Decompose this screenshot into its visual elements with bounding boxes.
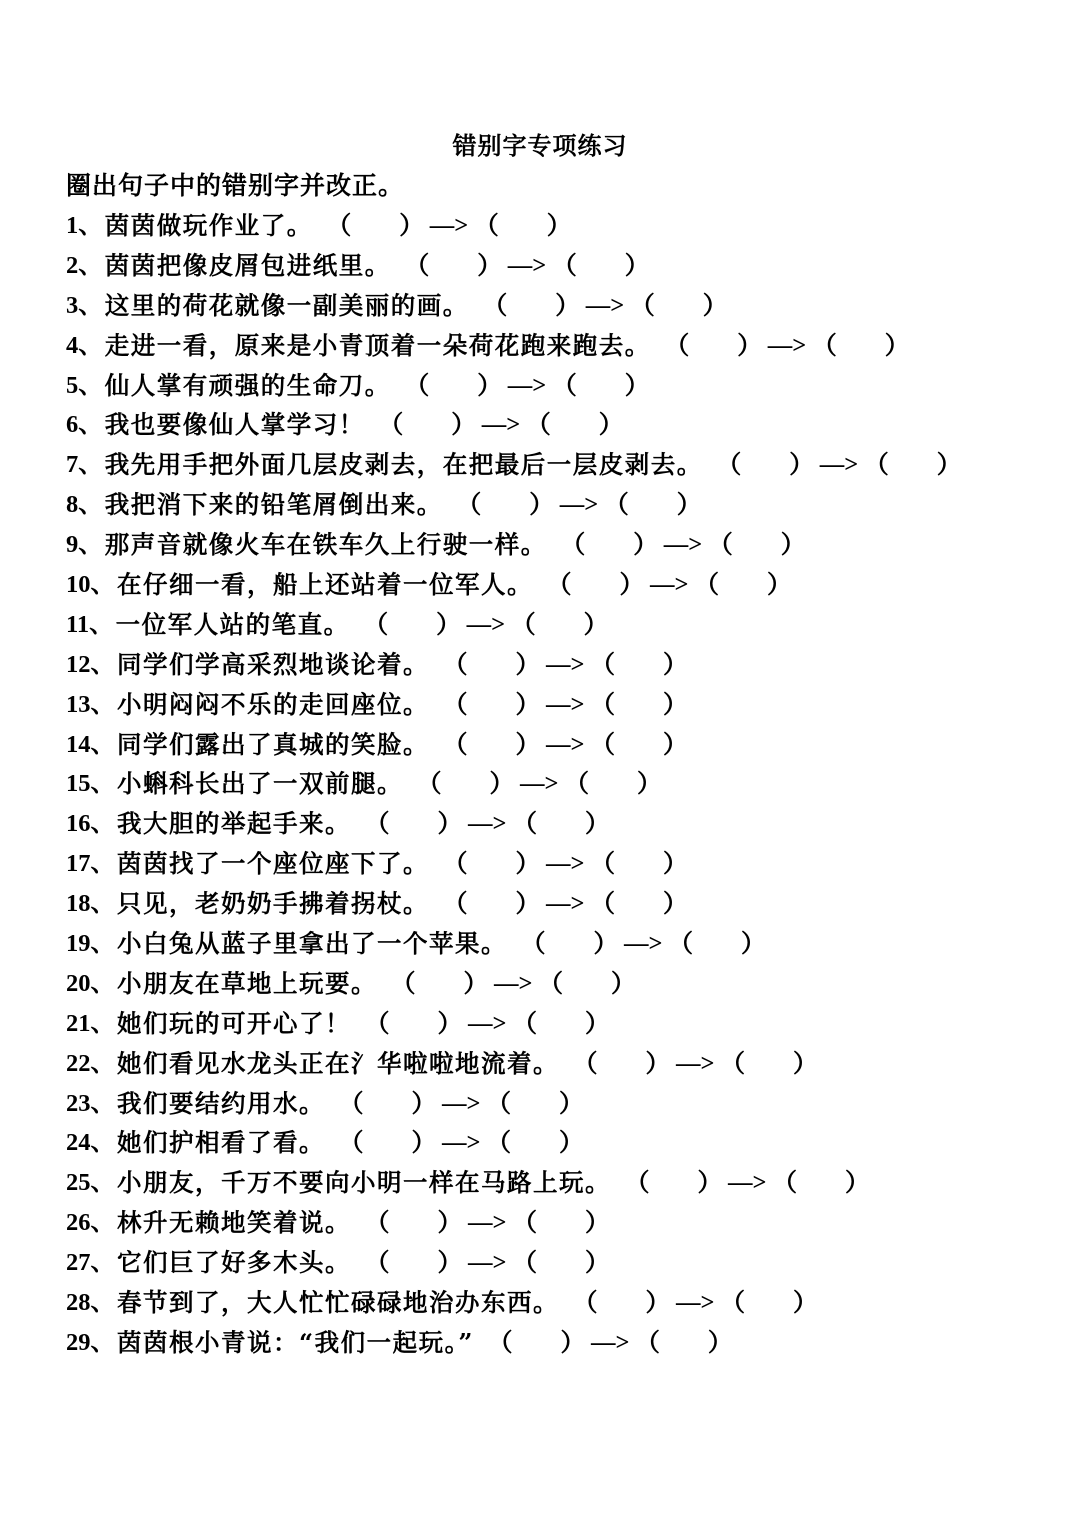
close-paren: ） (633, 530, 658, 560)
answer-blank[interactable] (443, 728, 687, 762)
close-paren: ） (636, 769, 662, 799)
exercise-item (66, 1084, 961, 1124)
item-number: 21、 (66, 1009, 115, 1037)
close-paren: ） (662, 889, 688, 919)
close-paren: ） (437, 1008, 462, 1038)
exercise-item (66, 645, 961, 685)
open-paren: （ (456, 490, 482, 520)
item-sentence: 这里的荷花就像一副美丽的画。 (104, 290, 469, 320)
item-sentence: 同学们露出了真城的笑脸。 (117, 729, 429, 759)
item-number: 17、 (66, 850, 115, 878)
page-title: 错别字专项练习 (452, 131, 628, 160)
item-number: 29、 (66, 1328, 115, 1356)
instruction: 圈出句子中的错别字并改正。 (66, 171, 405, 200)
open-paren: （ (573, 1287, 598, 1317)
open-paren: （ (716, 450, 742, 480)
item-number: 13、 (66, 690, 115, 718)
exercise-item (66, 605, 961, 645)
exercise-item (66, 685, 961, 725)
item-number: 23、 (66, 1089, 115, 1117)
open-paren: （ (512, 1208, 537, 1238)
open-paren: （ (538, 968, 563, 998)
close-paren: ） (515, 689, 540, 719)
item-sentence: 小蝌科长出了一双前腿。 (117, 769, 403, 799)
exercise-item (66, 366, 961, 406)
arrow-icon: —> (546, 730, 585, 758)
close-paren: ） (399, 210, 424, 240)
close-paren: ） (624, 250, 650, 280)
answer-blank[interactable] (379, 408, 623, 442)
answer-blank[interactable] (573, 1286, 817, 1320)
answer-blank[interactable] (625, 1166, 869, 1200)
open-paren: （ (511, 609, 536, 639)
answer-blank[interactable] (339, 1126, 583, 1160)
arrow-icon: —> (676, 1288, 715, 1316)
close-paren: ） (792, 1048, 818, 1078)
item-sentence: 茵茵做玩作业了。 (104, 210, 313, 240)
arrow-icon: —> (468, 1009, 507, 1037)
close-paren: ） (645, 1287, 670, 1317)
arrow-icon: —> (442, 1089, 481, 1117)
close-paren: ） (584, 1008, 610, 1038)
close-paren: ） (792, 1287, 818, 1317)
open-paren: （ (590, 849, 615, 879)
open-paren: （ (664, 330, 690, 360)
open-paren: （ (720, 1048, 745, 1078)
item-sentence: 我们要结约用水。 (117, 1088, 325, 1118)
item-sentence: 林升无赖地笑着说。 (117, 1208, 351, 1238)
arrow-icon: —> (468, 1209, 507, 1237)
open-paren: （ (564, 769, 589, 799)
arrow-icon: —> (728, 1169, 767, 1197)
item-number: 16、 (66, 810, 115, 838)
answer-blank[interactable] (443, 847, 687, 881)
close-paren: ） (593, 928, 618, 958)
open-paren: （ (708, 530, 733, 560)
arrow-icon: —> (767, 331, 807, 359)
close-paren: ） (676, 490, 702, 520)
open-paren: （ (363, 609, 389, 639)
item-sentence: 小白兔从蓝子里拿出了一个苹果。 (117, 928, 507, 958)
open-paren: （ (443, 649, 468, 679)
item-number: 19、 (66, 929, 115, 957)
exercise-item (66, 286, 961, 326)
item-number: 11、 (66, 610, 114, 638)
open-paren: （ (482, 290, 508, 320)
item-number: 2、 (66, 251, 103, 279)
exercise-item (66, 725, 961, 765)
close-paren: ） (437, 809, 462, 839)
item-number: 15、 (66, 770, 115, 798)
open-paren: （ (512, 809, 537, 839)
answer-blank[interactable] (327, 209, 571, 243)
open-paren: （ (326, 210, 352, 240)
answer-blank[interactable] (417, 767, 661, 801)
open-paren: （ (668, 928, 693, 958)
arrow-icon: —> (481, 411, 521, 439)
item-sentence: 小朋友在草地上玩要。 (117, 968, 377, 998)
arrow-icon: —> (520, 770, 559, 798)
item-sentence: 那声音就像火车在铁车久上行驶一样。 (104, 530, 547, 560)
close-paren: ） (737, 330, 762, 360)
answer-blank[interactable] (573, 1047, 817, 1081)
close-paren: ） (662, 729, 688, 759)
answer-blank[interactable] (391, 967, 635, 1001)
close-paren: ） (463, 968, 488, 998)
arrow-icon: —> (624, 929, 663, 957)
item-number: 24、 (66, 1129, 115, 1157)
open-paren: （ (864, 450, 889, 480)
answer-blank[interactable] (365, 807, 609, 841)
arrow-icon: —> (466, 610, 506, 638)
open-paren: （ (812, 330, 837, 360)
close-paren: ） (662, 689, 688, 719)
open-paren: （ (487, 1327, 513, 1357)
close-paren: ） (558, 1088, 584, 1118)
exercise-item (66, 924, 961, 964)
close-paren: ） (740, 928, 766, 958)
open-paren: （ (365, 1248, 390, 1278)
open-paren: （ (604, 490, 629, 520)
answer-blank[interactable] (443, 688, 687, 722)
arrow-icon: —> (494, 969, 533, 997)
arrow-icon: —> (676, 1049, 715, 1077)
open-paren: （ (443, 889, 468, 919)
open-paren: （ (512, 1248, 537, 1278)
exercise-item (66, 804, 961, 844)
open-paren: （ (512, 1008, 537, 1038)
open-paren: （ (590, 889, 615, 919)
arrow-icon: —> (546, 690, 585, 718)
close-paren: ） (619, 569, 644, 599)
item-number: 9、 (66, 531, 103, 559)
exercise-item (66, 1163, 961, 1203)
close-paren: ） (489, 769, 514, 799)
open-paren: （ (573, 1048, 598, 1078)
answer-blank[interactable] (457, 488, 701, 522)
item-number: 28、 (66, 1288, 115, 1316)
exercise-item (66, 1323, 961, 1363)
arrow-icon: —> (559, 491, 599, 519)
arrow-icon: —> (546, 890, 585, 918)
exercise-item (66, 964, 961, 1004)
open-paren: （ (590, 689, 615, 719)
open-paren: （ (404, 370, 430, 400)
answer-blank[interactable] (561, 528, 805, 562)
exercise-item (66, 565, 961, 605)
item-sentence: 她们护相看了看。 (117, 1128, 325, 1158)
item-number: 3、 (66, 291, 103, 319)
item-number: 7、 (66, 451, 103, 479)
arrow-icon: —> (590, 1328, 630, 1356)
open-paren: （ (590, 649, 615, 679)
open-paren: （ (526, 410, 551, 440)
answer-blank[interactable] (365, 1007, 609, 1041)
item-number: 5、 (66, 371, 103, 399)
close-paren: ） (411, 1128, 436, 1158)
item-number: 27、 (66, 1249, 115, 1277)
open-paren: （ (720, 1287, 745, 1317)
answer-blank[interactable] (488, 1326, 732, 1360)
arrow-icon: —> (429, 211, 469, 239)
close-paren: ） (558, 1128, 584, 1158)
item-sentence: 我也要像仙人掌学习！ (104, 410, 365, 440)
close-paren: ） (583, 609, 609, 639)
arrow-icon: —> (507, 371, 547, 399)
open-paren: （ (365, 809, 390, 839)
item-sentence: 仙人掌有顽强的生命刀。 (104, 370, 391, 400)
item-sentence: 在仔细一看，船上还站着一位军人。 (117, 569, 533, 599)
open-paren: （ (547, 569, 572, 599)
answer-blank[interactable] (443, 887, 687, 921)
close-paren: ） (707, 1327, 733, 1357)
exercise-item (66, 1004, 961, 1044)
open-paren: （ (635, 1327, 660, 1357)
close-paren: ） (515, 849, 540, 879)
item-sentence: 她们玩的可开心了！ (117, 1008, 351, 1038)
open-paren: （ (552, 370, 577, 400)
exercise-item (66, 1123, 961, 1163)
open-paren: （ (365, 1208, 390, 1238)
exercise-item (66, 844, 961, 884)
open-paren: （ (365, 1008, 390, 1038)
exercise-item (66, 326, 961, 366)
open-paren: （ (404, 250, 430, 280)
open-paren: （ (486, 1088, 511, 1118)
arrow-icon: —> (585, 291, 625, 319)
close-paren: ） (411, 1088, 436, 1118)
arrow-icon: —> (819, 451, 859, 479)
item-sentence: 她们看见水龙头正在氵华啦啦地流着。 (117, 1048, 559, 1078)
close-paren: ） (697, 1168, 722, 1198)
item-number: 26、 (66, 1209, 115, 1237)
item-sentence: 一位军人站的笔直。 (115, 609, 350, 639)
close-paren: ） (844, 1168, 870, 1198)
close-paren: ） (780, 530, 806, 560)
close-paren: ） (624, 370, 650, 400)
close-paren: ） (598, 410, 624, 440)
exercise-item (66, 445, 961, 485)
close-paren: ） (529, 490, 554, 520)
item-number: 18、 (66, 890, 115, 918)
answer-blank[interactable] (365, 1246, 609, 1280)
item-sentence: 我先用手把外面几层皮剥去，在把最后一层皮剥去。 (104, 450, 703, 480)
open-paren: （ (590, 729, 615, 759)
item-sentence: 同学们学高采烈地谈论着。 (117, 649, 429, 679)
close-paren: ） (645, 1048, 670, 1078)
exercise-item (66, 1044, 961, 1084)
item-number: 12、 (66, 650, 115, 678)
close-paren: ） (884, 330, 910, 360)
close-paren: ） (584, 809, 610, 839)
exercise-item (66, 485, 961, 525)
answer-blank[interactable] (665, 329, 909, 363)
item-number: 8、 (66, 491, 103, 519)
item-sentence: 我把消下来的铅笔屑倒出来。 (104, 490, 443, 520)
open-paren: （ (474, 210, 499, 240)
exercise-item (66, 246, 961, 286)
item-sentence: 茵茵根小青说：“我们一起玩。” (117, 1327, 474, 1357)
close-paren: ） (437, 1248, 462, 1278)
close-paren: ） (936, 450, 962, 480)
close-paren: ） (515, 649, 540, 679)
open-paren: （ (391, 968, 416, 998)
open-paren: （ (552, 250, 577, 280)
item-sentence: 我大胆的举起手来。 (117, 809, 351, 839)
answer-blank[interactable] (521, 927, 765, 961)
exercise-item (66, 1243, 961, 1283)
open-paren: （ (417, 769, 442, 799)
arrow-icon: —> (507, 251, 547, 279)
arrow-icon: —> (468, 1249, 507, 1277)
open-paren: （ (378, 410, 404, 440)
arrow-icon: —> (663, 531, 703, 559)
close-paren: ） (584, 1208, 610, 1238)
item-number: 20、 (66, 969, 115, 997)
exercise-list (66, 206, 961, 1363)
item-number: 10、 (66, 570, 115, 598)
item-number: 1、 (66, 211, 103, 239)
item-sentence: 只见，老奶奶手拂着拐杖。 (117, 889, 429, 919)
open-paren: （ (630, 290, 655, 320)
close-paren: ） (662, 849, 688, 879)
open-paren: （ (560, 530, 586, 560)
exercise-item (66, 1283, 961, 1323)
exercise-item (66, 525, 961, 565)
open-paren: （ (486, 1128, 511, 1158)
open-paren: （ (339, 1088, 364, 1118)
answer-blank[interactable] (405, 249, 649, 283)
open-paren: （ (339, 1128, 364, 1158)
close-paren: ） (477, 370, 502, 400)
close-paren: ） (789, 450, 814, 480)
close-paren: ） (546, 210, 572, 240)
close-paren: ） (555, 290, 580, 320)
close-paren: ） (515, 729, 540, 759)
item-number: 14、 (66, 730, 115, 758)
answer-blank[interactable] (365, 1206, 609, 1240)
close-paren: ） (702, 290, 728, 320)
item-number: 6、 (66, 411, 103, 439)
close-paren: ） (662, 649, 688, 679)
item-sentence: 小朋友，千万不要向小明一样在马路上玩。 (117, 1168, 611, 1198)
open-paren: （ (443, 729, 468, 759)
arrow-icon: —> (546, 850, 585, 878)
answer-blank[interactable] (364, 608, 608, 642)
answer-blank[interactable] (443, 648, 687, 682)
close-paren: ） (610, 968, 636, 998)
open-paren: （ (443, 689, 468, 719)
answer-blank[interactable] (339, 1087, 583, 1121)
exercise-item (66, 764, 961, 804)
exercise-item (66, 1203, 961, 1243)
answer-blank[interactable] (717, 448, 961, 482)
exercise-item (66, 206, 961, 246)
open-paren: （ (772, 1168, 797, 1198)
item-sentence: 茵茵找了一个座位座下了。 (117, 849, 429, 879)
close-paren: ） (451, 410, 476, 440)
close-paren: ） (560, 1327, 585, 1357)
item-number: 4、 (66, 331, 103, 359)
open-paren: （ (625, 1168, 650, 1198)
item-sentence: 春节到了，大人忙忙碌碌地治办东西。 (117, 1287, 559, 1317)
answer-blank[interactable] (547, 568, 791, 602)
close-paren: ） (436, 609, 461, 639)
close-paren: ） (515, 889, 540, 919)
open-paren: （ (694, 569, 719, 599)
close-paren: ） (437, 1208, 462, 1238)
open-paren: （ (521, 928, 546, 958)
item-sentence: 小明闷闷不乐的走回座位。 (117, 689, 429, 719)
open-paren: （ (443, 849, 468, 879)
item-sentence: 走进一看，原来是小青顶着一朵荷花跑来跑去。 (104, 330, 651, 360)
answer-blank[interactable] (405, 369, 649, 403)
answer-blank[interactable] (483, 289, 727, 323)
item-sentence: 它们巨了好多木头。 (117, 1248, 351, 1278)
item-number: 25、 (66, 1169, 115, 1197)
item-sentence: 茵茵把像皮屑包进纸里。 (104, 250, 391, 280)
close-paren: ） (584, 1248, 610, 1278)
item-number: 22、 (66, 1049, 115, 1077)
arrow-icon: —> (650, 570, 689, 598)
exercise-item (66, 884, 961, 924)
arrow-icon: —> (442, 1129, 481, 1157)
close-paren: ） (477, 250, 502, 280)
arrow-icon: —> (468, 810, 507, 838)
exercise-item (66, 405, 961, 445)
close-paren: ） (766, 569, 792, 599)
arrow-icon: —> (546, 650, 585, 678)
